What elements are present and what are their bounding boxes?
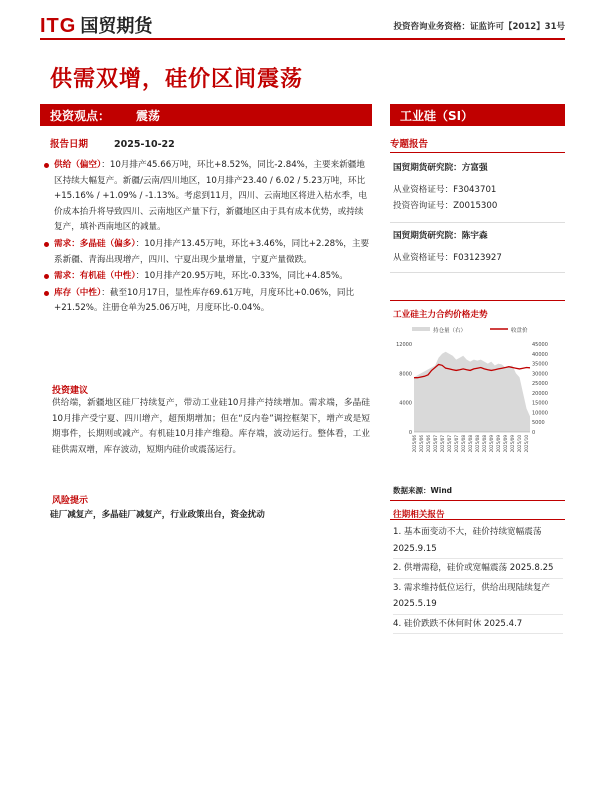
y-left-tick-label: 0 [408,430,412,436]
bullet-silicone [42,269,370,285]
key-points [42,158,370,318]
y-left-tick-label: 12000 [396,342,412,348]
x-tick-label: 2025/08 [475,435,480,453]
past-report-item[interactable]: 3. 需求维持低位运行，供给出现陆续复产 2025.5.19 [393,580,563,615]
bullet-head: 需求：有机硅（中性） [54,271,136,282]
y-right-tick-label: 40000 [532,351,548,358]
view-bar [40,104,372,126]
view-label: 投资观点： [50,109,111,123]
analyst-2 [393,228,502,266]
analyst-name: 国贸期货研究院：陈宇森 [393,231,488,241]
bullet-head: 需求：多晶硅（偏多） [54,238,136,249]
price-chart-svg [390,322,565,470]
y-right-tick-label: 20000 [532,390,548,397]
analyst-cert: 从业资格证号：F03123927 [393,253,502,263]
divider [390,272,565,273]
analyst-1 [393,160,497,214]
price-chart [390,322,565,470]
bullet-polysilicon [42,237,370,268]
x-tick-label: 2025/06 [412,435,417,453]
y-left-tick-label: 4000 [399,400,412,407]
chart-legend [412,326,528,334]
analyst-cert: 投资咨询证号：Z0015300 [393,201,498,211]
report-date-value: 2025-10-22 [114,139,175,150]
x-tick-label: 2025/07 [433,435,438,453]
x-tick-label: 2025/09 [496,435,501,453]
bullet-head: 供给（偏空） [54,160,102,170]
x-tick-label: 2025/09 [510,435,515,453]
divider [390,519,565,520]
bullet-body: ：10月排产13.45万吨，环比+3.46%，同比+2.28%，主要系新疆、青海出现增产，四川、宁夏出现少量增量，宁夏产量微跌。 [54,238,370,265]
y-right-tick-label: 35000 [532,361,548,368]
company-logo [40,12,152,38]
x-tick-label: 2025/09 [503,435,508,453]
past-report-item[interactable]: 1. 基本面变动不大，硅价持续宽幅震荡 2025.9.15 [393,524,563,559]
x-tick-label: 2025/06 [419,435,424,453]
advice-text: 供给端，新疆地区硅厂持续复产，带动工业硅10月排产持续增加。需求端，多晶硅10月排产受宁夏、四川增产，超预期增加；但在“反内卷”调控框架下，增产或是短期事件，长期则或减产。有机硅10月排产维稳。库存端，波动运行。整体看，工业硅供需双增，库存波动，短期内硅价或震荡运行。 [52,398,370,455]
data-source: 数据来源：Wind [393,486,453,495]
x-tick-label: 2025/10 [517,435,522,453]
report-date-label: 报告日期 [50,139,89,150]
x-tick-label: 2025/07 [440,435,445,453]
y-right-tick-label: 25000 [532,381,548,388]
legend-label-close: 收盘价 [511,328,528,334]
legend-label-oi: 持仓量（右） [433,328,467,334]
risk-heading: 风险提示 [52,496,89,506]
x-tick-label: 2025/06 [426,435,431,453]
bullet-inventory [42,286,370,317]
bullet-body: ：10月排产45.66万吨，环比+8.52%，同比-2.84%，主要来新疆地区持续大幅复产。新疆/云南/四川地区，10月排产23.40 / 6.02 / 5.23万吨，环比+15.16% / +1.09% / -1.13%。考虑到11月，四川、云南地区将进入枯水季，电价成本抬升将导致四川、云南地区产量下行，新疆地区由于具有成本优势，或持续复产，填补西南地区的减量。 [54,160,367,233]
x-tick-label: 2025/08 [468,435,473,453]
bullet-supply [42,158,370,236]
analyst-cert: 从业资格证号：F3043701 [393,185,497,195]
divider [390,500,565,501]
y-right-tick-label: 5000 [532,420,545,427]
y-right-tick-label: 15000 [532,400,548,407]
divider [390,152,565,153]
x-tick-label: 2025/09 [489,435,494,453]
chart-plot [396,342,548,452]
report-date [50,136,175,150]
past-reports-heading: 往期相关报告 [393,510,445,520]
x-tick-label: 2025/07 [454,435,459,453]
analyst-name: 国贸期货研究院：方富强 [393,163,488,173]
past-report-item[interactable]: 4. 硅价跌跌不休何时休 2025.4.7 [393,616,563,635]
x-tick-label: 2025/08 [482,435,487,453]
x-tick-label: 2025/10 [524,435,529,453]
risk-text: 硅厂减复产，多晶硅厂减复产，行业政策出台，资金扰动 [50,510,265,520]
x-tick-label: 2025/07 [447,435,452,453]
y-right-tick-label: 10000 [532,410,548,417]
past-reports-list [393,524,563,635]
y-right-tick-label: 0 [532,430,536,436]
page-header [40,10,565,40]
license-text: 投资咨询业务资格：证监许可【2012】31号 [393,22,565,32]
logo-cn: 国贸期货 [80,16,153,36]
bullet-body: ：10月排产20.95万吨，环比-0.33%，同比+4.85%。 [135,271,348,282]
legend-swatch-oi [412,327,430,331]
bullet-body: ：截至10月17日，显性库存69.61万吨，月度环比+0.06%，同比+21.52%。注册仓单为25.06万吨，月度环比-0.04%。 [54,287,355,314]
view-value: 震荡 [136,109,161,123]
divider [390,300,565,301]
y-right-tick-label: 30000 [532,371,548,378]
bullet-head: 库存（中性） [54,287,102,298]
product-bar: 工业硅（SI） [390,104,565,126]
advice-heading: 投资建议 [52,386,89,396]
divider [390,222,565,223]
chart-title: 工业硅主力合约价格走势 [393,310,488,320]
x-tick-label: 2025/08 [461,435,466,453]
report-title: 供需双增，硅价区间震荡 [50,67,304,92]
y-right-tick-label: 45000 [532,342,548,348]
y-left-tick-label: 8000 [399,371,412,378]
series-open-interest-area [414,352,530,432]
past-report-item[interactable]: 2. 供增需稳，硅价或宽幅震荡 2025.8.25 [393,560,563,579]
report-type: 专题报告 [390,139,429,150]
logo-itg: ITG [40,15,77,37]
